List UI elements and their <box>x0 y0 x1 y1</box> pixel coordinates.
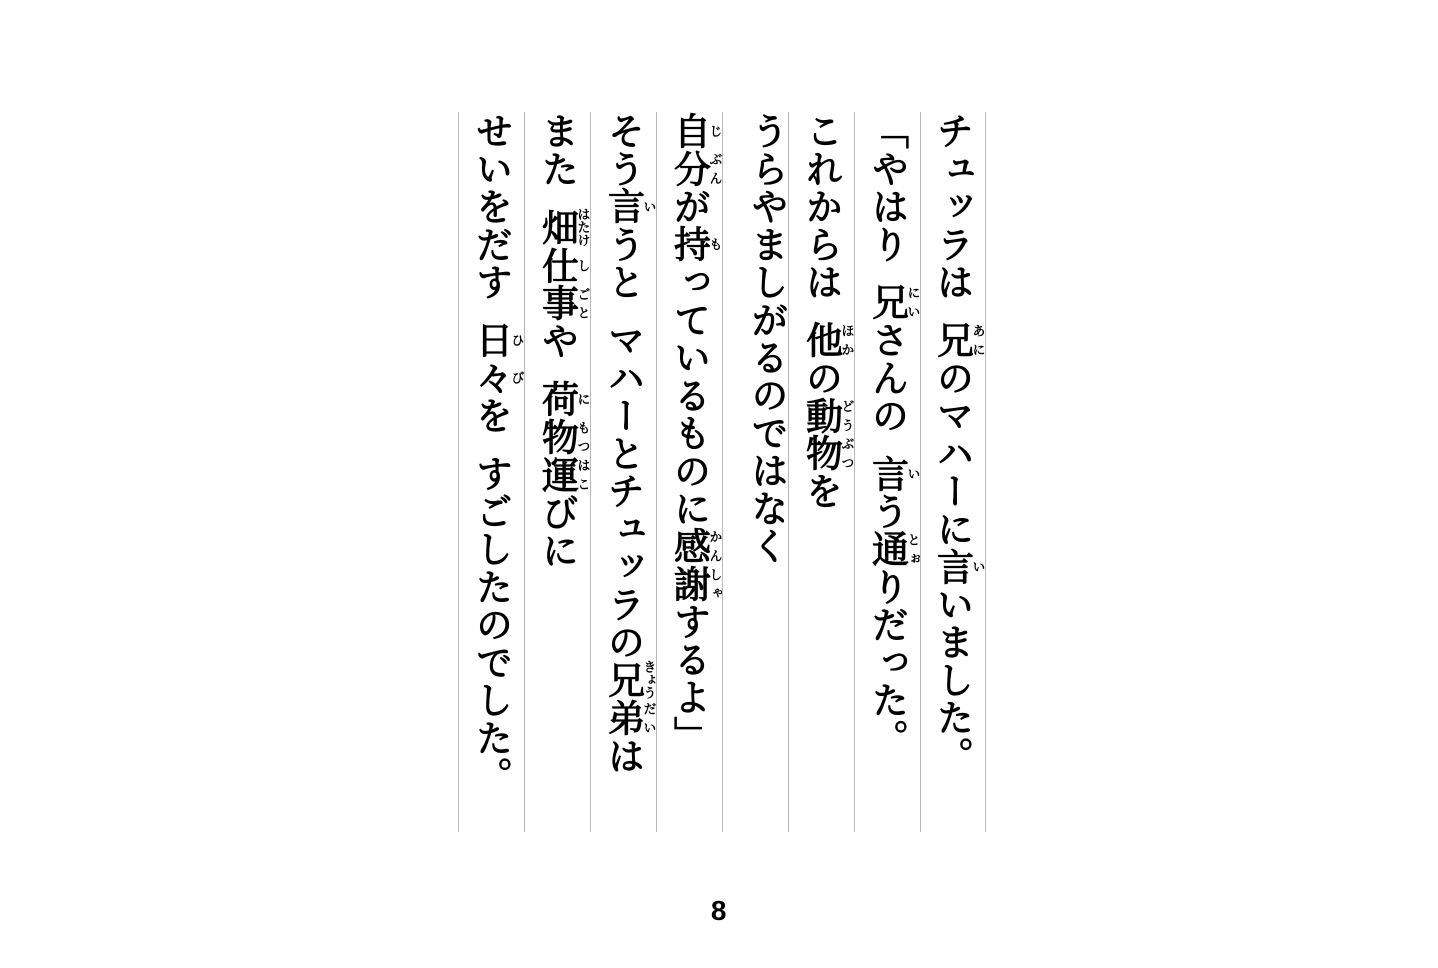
ruby-base: 仕 <box>536 246 578 285</box>
furigana: い <box>641 187 657 226</box>
ruby-base: 言 <box>931 547 973 586</box>
text-run: さんの <box>866 321 908 435</box>
ruby-text <box>470 358 525 397</box>
ruby-text <box>536 455 591 494</box>
ruby-base: 動 <box>800 396 842 435</box>
text-column <box>920 112 986 832</box>
furigana: はこ <box>575 455 591 494</box>
ruby-text <box>866 283 921 322</box>
ruby-base: 他 <box>800 321 842 359</box>
furigana: とぉ <box>905 530 921 568</box>
ruby-text <box>931 321 986 359</box>
text-run: っているものに <box>668 263 710 528</box>
ruby-base: 荷 <box>536 380 578 419</box>
furigana: かん <box>707 527 723 565</box>
furigana: い <box>970 547 986 586</box>
furigana: ひ <box>509 321 525 359</box>
ruby-text <box>800 396 855 435</box>
text-run: を <box>470 396 512 435</box>
text-run: うと <box>602 225 644 301</box>
text-run: りだった。 <box>866 567 908 757</box>
text-run: を <box>800 472 842 510</box>
ruby-base: 物 <box>800 434 842 473</box>
ruby-base: 言 <box>602 187 644 226</box>
ruby-text <box>668 149 723 188</box>
ruby-text <box>668 564 723 603</box>
ruby-text <box>536 380 591 419</box>
text-run: うらやましがるのではなく <box>746 112 787 565</box>
ruby-base: 日 <box>470 321 512 359</box>
ruby-base: 持 <box>668 225 710 263</box>
text-run: せいをだす <box>470 112 512 301</box>
text-run: 「やはり <box>866 112 908 263</box>
furigana: あに <box>970 321 986 359</box>
ruby-base: 兄 <box>602 660 644 700</box>
furigana: だい <box>641 699 657 737</box>
text-column <box>524 112 590 832</box>
furigana: び <box>509 358 525 397</box>
furigana: ぶん <box>707 149 723 188</box>
text-column <box>590 112 656 832</box>
text-run: マハーとチュッラの <box>602 321 644 661</box>
ruby-text <box>931 547 986 586</box>
ruby-base: 事 <box>536 284 578 323</box>
ruby-base: 自 <box>668 112 710 150</box>
text-column <box>788 112 854 832</box>
ruby-text <box>800 321 855 359</box>
ruby-base: 分 <box>668 149 710 188</box>
vertical-text-block <box>452 112 986 832</box>
text-run: いました。 <box>931 585 973 774</box>
text-run: のマハーに <box>931 358 973 548</box>
text-column <box>722 112 788 832</box>
ruby-base: 言 <box>866 454 908 493</box>
text-run: や <box>536 322 578 360</box>
ruby-base: 感 <box>668 527 710 565</box>
text-run: するよ」 <box>668 602 710 754</box>
ruby-text <box>536 418 591 456</box>
text-run: そう <box>602 112 644 188</box>
ruby-base: 々 <box>470 358 512 397</box>
ruby-base: 弟 <box>602 699 644 737</box>
text-run: チュッラは <box>931 112 973 301</box>
ruby-text <box>536 284 591 323</box>
text-run: う <box>866 492 908 531</box>
furigana: もつ <box>575 418 591 456</box>
ruby-base: 畑 <box>536 207 578 247</box>
ruby-text <box>668 112 723 150</box>
furigana: い <box>905 454 921 493</box>
ruby-text <box>668 225 723 263</box>
ruby-text <box>602 699 657 737</box>
furigana: しゃ <box>707 564 723 603</box>
furigana: にい <box>905 283 921 322</box>
furigana: に <box>575 380 591 418</box>
furigana: はたけ <box>575 207 591 247</box>
furigana: ごと <box>575 284 591 323</box>
page-number: 8 <box>710 895 728 926</box>
text-run: が <box>668 187 710 226</box>
ruby-text <box>800 434 855 473</box>
ruby-base: 兄 <box>931 321 973 359</box>
text-column <box>854 112 920 832</box>
text-run: すごしたのでした。 <box>470 454 512 795</box>
text-run: これからは <box>800 112 842 301</box>
ruby-base: 運 <box>536 455 578 494</box>
ruby-text <box>536 207 591 247</box>
ruby-text <box>536 246 591 285</box>
furigana: し <box>575 246 591 285</box>
furigana: きょう <box>641 660 657 700</box>
text-run: は <box>602 736 644 775</box>
furigana: も <box>707 225 723 263</box>
text-run: びに <box>536 493 578 569</box>
furigana: ぶつ <box>839 434 855 473</box>
text-run: また <box>536 112 578 188</box>
text-column <box>656 112 722 832</box>
ruby-base: 通 <box>866 530 908 568</box>
ruby-text <box>668 527 723 565</box>
furigana: どう <box>839 396 855 435</box>
text-run: の <box>800 358 842 397</box>
ruby-base: 謝 <box>668 564 710 603</box>
text-column <box>458 112 524 832</box>
ruby-text <box>866 454 921 493</box>
ruby-base: 物 <box>536 418 578 456</box>
ruby-base: 兄 <box>866 283 908 322</box>
ruby-text <box>602 660 657 700</box>
furigana: じ <box>707 112 723 150</box>
ruby-text <box>866 530 921 568</box>
ruby-text <box>470 321 525 359</box>
furigana: ほか <box>839 321 855 359</box>
ruby-text <box>602 187 657 226</box>
